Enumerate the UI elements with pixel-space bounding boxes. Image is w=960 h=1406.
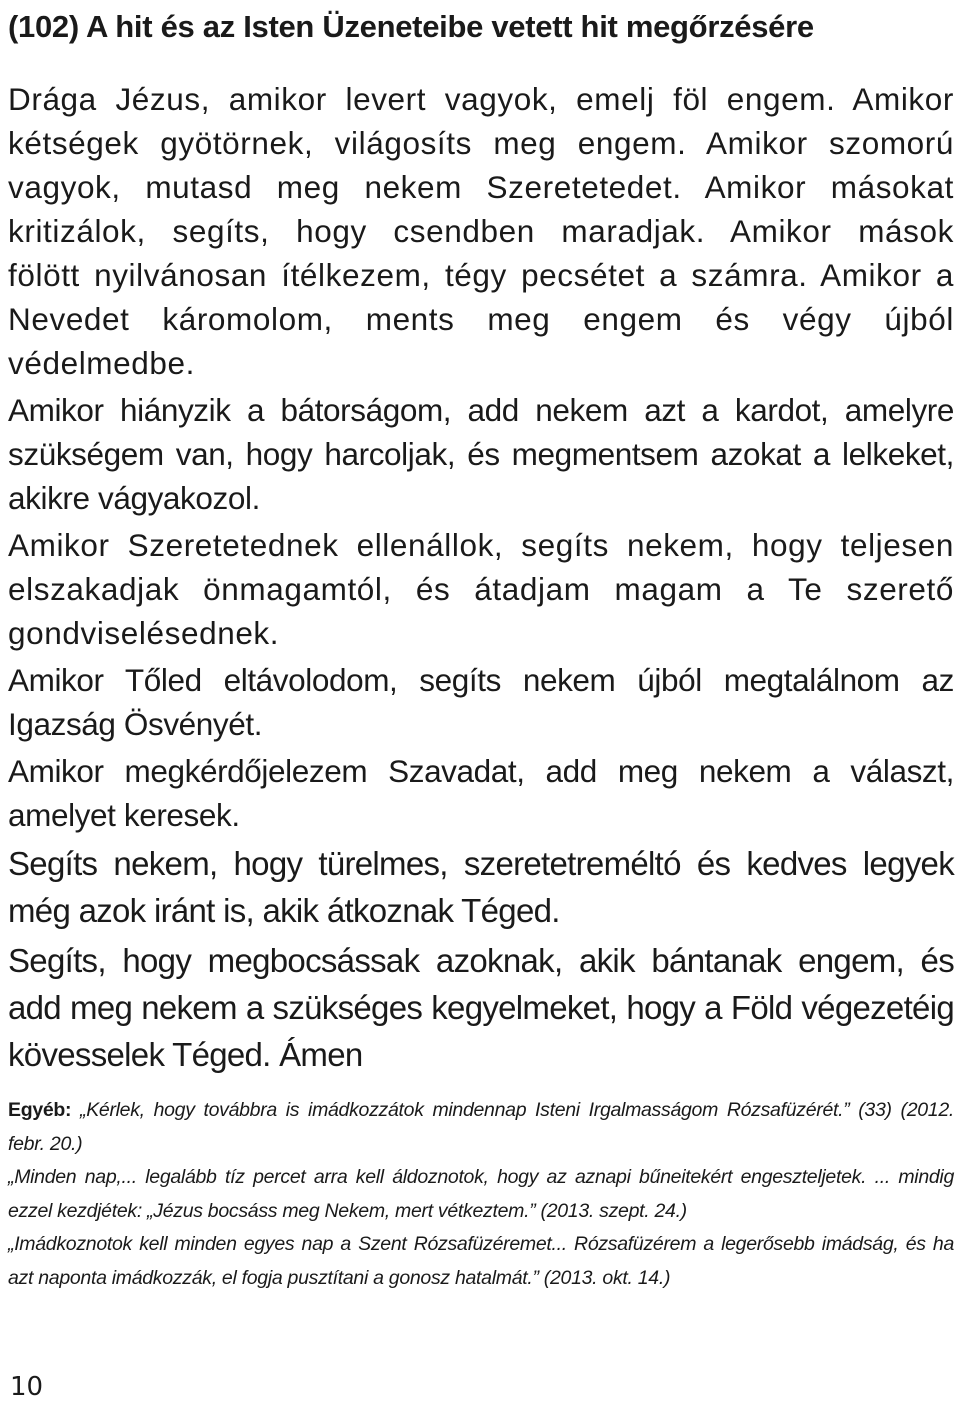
prayer-paragraph: Segíts nekem, hogy türelmes, szeretetreméltó és kedves legyek még azok iránt is, akik átkoznak Téged. <box>8 845 954 929</box>
prayer-paragraph: Amikor Tőled eltávolodom, segíts nekem újból megtalálnom az Igazság Ösvényét. <box>8 662 954 742</box>
other-label: Egyéb: <box>8 1099 72 1121</box>
page-number: 10 <box>10 1372 44 1402</box>
prayer-paragraph: Drága Jézus, amikor levert vagyok, emelj föl engem. Amikor kétségek gyötörnek, világosíts meg engem. Amikor szomorú vagyok, mutasd meg nekem Szeretetedet. Amikor másokat kritizálok, segíts, hogy csendben maradjak. Amikor mások fölött nyilvánosan ítélkezem, tégy pecsétet a számra. Amikor a Nevedet káromolom, ments meg engem és végy újból védelmedbe. <box>8 81 954 381</box>
prayer-paragraph: Amikor hiányzik a bátorságom, add nekem azt a kardot, amelyre szükségem van, hogy harcoljak, és megmentsem azokat a lelkeket, akikre vágyakozol. <box>8 392 954 516</box>
prayer-paragraph: Segíts, hogy megbocsássak azoknak, akik bántanak engem, és add meg nekem a szükséges kegyelmeket, hogy a Föld végezetéig kövesselek Téged. Ámen <box>8 942 954 1073</box>
note-paragraph <box>8 1094 954 1161</box>
document-page <box>8 0 954 1295</box>
prayer-paragraph: Amikor megkérdőjelezem Szavadat, add meg nekem a választ, amelyet keresek. <box>8 753 954 833</box>
prayer-title: (102) A hit és az Isten Üzeneteibe vetett hit megőrzésére <box>8 9 814 44</box>
prayer-paragraph: Amikor Szeretetednek ellenállok, segíts nekem, hogy teljesen elszakadjak önmagamtól, és átadjam magam a Te szerető gondviselésednek. <box>8 527 954 651</box>
note-paragraph: „Imádkoznotok kell minden egyes nap a Szent Rózsafüzéremet... Rózsafüzérem a legerősebb imádság, és ha azt naponta imádkozzák, el fogja pusztítani a gonosz hatalmát.” (2013. okt. 14.) <box>8 1233 954 1289</box>
prayer-body <box>8 77 954 1078</box>
other-notes <box>8 1094 954 1295</box>
note-text: „Kérlek, hogy továbbra is imádkozzátok mindennap Isteni Irgalmasságom Rózsafüzérét.” (33) (2012. febr. 20.) <box>8 1099 954 1155</box>
note-paragraph: „Minden nap,... legalább tíz percet arra kell áldoznotok, hogy az aznapi bűneitekért engeszteljetek. ... mindig ezzel kezdjétek: „Jézus bocsáss meg Nekem, mert vétkeztem.” (2013. szept. 24.) <box>8 1166 954 1222</box>
